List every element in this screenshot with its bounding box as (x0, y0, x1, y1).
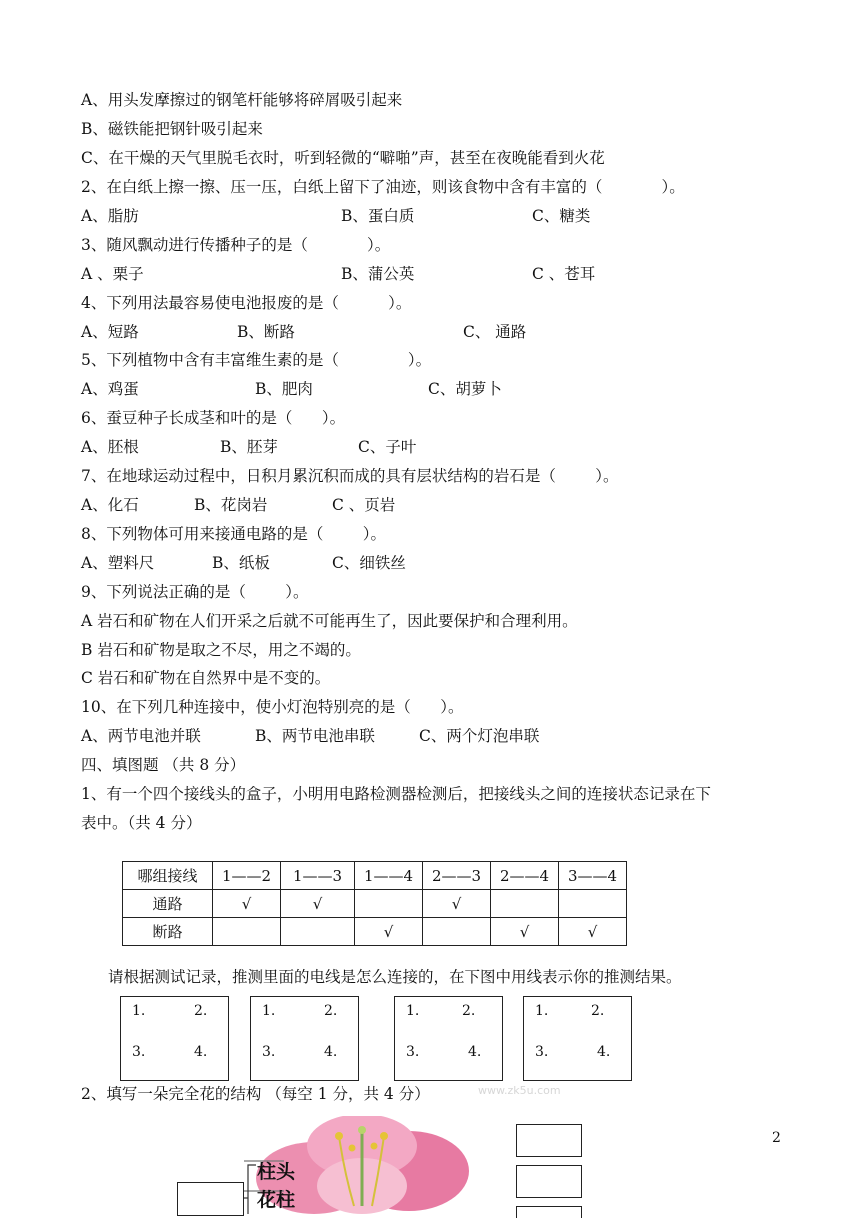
q3-option-c: C 、苍耳 (532, 265, 596, 283)
option-text: A、用头发摩擦过的钢笔杆能够将碎屑吸引起来 (81, 91, 403, 109)
table-cell (559, 890, 627, 918)
table-header-cell: 2——4 (491, 862, 559, 890)
q4-option-b: B、断路 (237, 323, 295, 341)
terminal-label: 3. (262, 1044, 276, 1060)
q5-option-a: A、鸡蛋 (81, 380, 139, 398)
question-7: 7、在地球运动过程中，日积月累沉积而成的具有层状结构的岩石是（ ）。 (81, 467, 619, 485)
q7-option-a: A、化石 (81, 496, 139, 514)
fill-question-1: 1、有一个四个接线头的盒子，小明用电路检测器检测后，把接线头之间的连接状态记录在下 (81, 785, 711, 803)
instruction-text: 请根据测试记录，推测里面的电线是怎么连接的，在下图中用线表示你的推测结果。 (108, 968, 682, 986)
q4-option-c: C、 通路 (463, 323, 527, 341)
stigma-label: 柱头 (257, 1161, 296, 1183)
style-label: 花柱 (257, 1189, 296, 1211)
terminal-label: 2. (462, 1003, 476, 1019)
table-header-cell: 3——4 (559, 862, 627, 890)
table-header-cell: 2——3 (423, 862, 491, 890)
question-6: 6、蚕豆种子长成茎和叶的是（ ）。 (81, 409, 346, 427)
table-header-cell: 1——3 (281, 862, 355, 890)
q5-option-c: C、胡萝卜 (428, 380, 502, 398)
terminal-box[interactable] (120, 996, 229, 1081)
answer-box[interactable] (516, 1206, 582, 1218)
table-header-cell: 1——2 (213, 862, 281, 890)
q4-option-a: A、短路 (81, 323, 139, 341)
q7-option-c: C 、页岩 (332, 496, 396, 514)
table-row (123, 918, 627, 946)
answer-box[interactable] (177, 1182, 244, 1216)
terminal-box[interactable] (250, 996, 359, 1081)
table-cell: √ (491, 918, 559, 946)
table-row (123, 890, 627, 918)
answer-box[interactable] (516, 1124, 582, 1157)
q5-option-b: B、肥肉 (255, 380, 313, 398)
q7-option-b: B、花岗岩 (194, 496, 268, 514)
question-3: 3、随风飘动进行传播种子的是（ ）。 (81, 236, 391, 254)
question-9: 9、下列说法正确的是（ ）。 (81, 583, 309, 601)
terminal-label: 2. (324, 1003, 338, 1019)
q10-option-a: A、两节电池并联 (81, 727, 201, 745)
question-2: 2、在白纸上擦一擦、压一压，白纸上留下了油迹，则该食物中含有丰富的（ ）。 (81, 178, 685, 196)
option-text: C、在干燥的天气里脱毛衣时，听到轻微的“噼啪”声，甚至在夜晚能看到火花 (81, 149, 605, 167)
q2-option-c: C、糖类 (532, 207, 591, 225)
table-cell: √ (559, 918, 627, 946)
q3-option-b: B、蒲公英 (341, 265, 415, 283)
terminal-label: 3. (132, 1044, 146, 1060)
terminal-label: 2. (194, 1003, 208, 1019)
terminal-box[interactable] (394, 996, 503, 1081)
table-row-label: 通路 (123, 890, 213, 918)
table-row-label: 断路 (123, 918, 213, 946)
q10-option-b: B、两节电池串联 (255, 727, 375, 745)
table-cell: √ (355, 918, 423, 946)
table-cell (281, 918, 355, 946)
terminal-label: 2. (591, 1003, 605, 1019)
q9-option-a: A 岩石和矿物在人们开采之后就不可能再生了，因此要保护和合理利用。 (81, 612, 578, 630)
table-cell (423, 918, 491, 946)
option-text: B、磁铁能把钢针吸引起来 (81, 120, 263, 138)
answer-box[interactable] (516, 1165, 582, 1198)
table-cell: √ (423, 890, 491, 918)
question-5: 5、下列植物中含有丰富维生素的是（ ）。 (81, 351, 432, 369)
terminal-label: 4. (194, 1044, 208, 1060)
section-heading: 四、填图题 （共 8 分） (81, 756, 246, 774)
terminal-label: 4. (468, 1044, 482, 1060)
q8-option-a: A、塑料尺 (81, 554, 155, 572)
q6-option-b: B、胚芽 (220, 438, 278, 456)
terminal-label: 1. (262, 1003, 276, 1019)
q2-option-a: A、脂肪 (81, 207, 139, 225)
q9-option-c: C 岩石和矿物在自然界中是不变的。 (81, 669, 331, 687)
terminal-label: 1. (535, 1003, 549, 1019)
q3-option-a: A 、栗子 (81, 265, 144, 283)
table-header-cell: 哪组接线 (123, 862, 213, 890)
q8-option-b: B、纸板 (212, 554, 270, 572)
question-8: 8、下列物体可用来接通电路的是（ ）。 (81, 525, 387, 543)
fill-question-1-cont: 表中。（共 4 分） (81, 814, 202, 832)
q8-option-c: C、细铁丝 (332, 554, 406, 572)
table-cell (491, 890, 559, 918)
terminal-label: 1. (406, 1003, 420, 1019)
terminal-label: 3. (406, 1044, 420, 1060)
terminal-label: 4. (324, 1044, 338, 1060)
question-10: 10、在下列几种连接中，使小灯泡特别亮的是（ ）。 (81, 698, 464, 716)
table-cell: √ (213, 890, 281, 918)
connection-table (122, 861, 627, 946)
table-header-row (123, 862, 627, 890)
q6-option-c: C、子叶 (358, 438, 417, 456)
terminal-label: 4. (597, 1044, 611, 1060)
q10-option-c: C、两个灯泡串联 (419, 727, 540, 745)
page-number: 2 (772, 1130, 781, 1146)
table-cell (213, 918, 281, 946)
terminal-box[interactable] (523, 996, 632, 1081)
question-4: 4、下列用法最容易使电池报废的是（ ）。 (81, 294, 412, 312)
terminal-label: 1. (132, 1003, 146, 1019)
q6-option-a: A、胚根 (81, 438, 139, 456)
table-header-cell: 1——4 (355, 862, 423, 890)
q2-option-b: B、蛋白质 (341, 207, 415, 225)
table-cell: √ (281, 890, 355, 918)
watermark: www.zk5u.com (478, 1084, 561, 1097)
fill-question-2: 2、填写一朵完全花的结构 （每空 1 分，共 4 分） (81, 1085, 430, 1103)
terminal-label: 3. (535, 1044, 549, 1060)
q9-option-b: B 岩石和矿物是取之不尽，用之不竭的。 (81, 641, 361, 659)
table-cell (355, 890, 423, 918)
